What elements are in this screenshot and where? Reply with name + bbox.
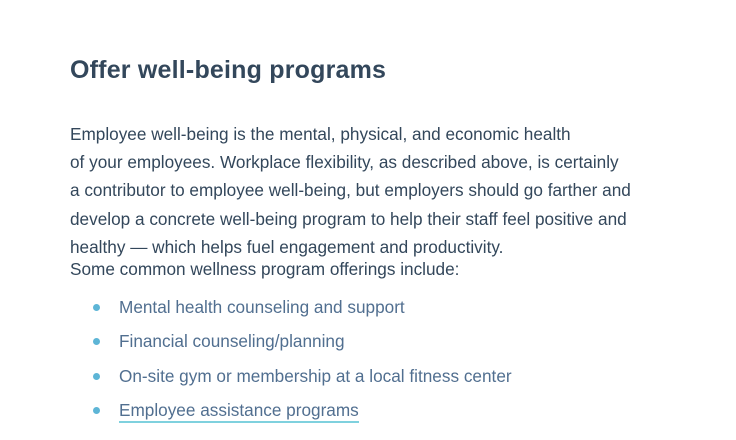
bullet-icon (93, 407, 100, 414)
section-paragraph (70, 120, 710, 261)
bullet-icon (93, 373, 100, 380)
list-item-text: Mental health counseling and support (119, 297, 405, 317)
list-item (70, 327, 512, 361)
list-item (70, 293, 512, 327)
paragraph-line: develop a concrete well-being program to help their staff feel positive and (70, 208, 627, 229)
list-item-text: On-site gym or membership at a local fitness center (119, 365, 512, 386)
section-heading: Offer well-being programs (70, 56, 387, 84)
list-intro: Some common wellness program offerings include: (70, 259, 460, 279)
paragraph-line: Employee well-being is the mental, physical, and economic health (70, 124, 571, 144)
list-item (70, 396, 512, 430)
list-item-text: Financial counseling/planning (119, 331, 345, 352)
bullet-icon (93, 338, 100, 345)
bullet-icon (93, 304, 100, 311)
paragraph-line: healthy — which helps fuel engagement and productivity. (70, 236, 504, 257)
employee-assistance-programs-link[interactable]: Employee assistance programs (119, 400, 359, 423)
paragraph-line: a contributor to employee well-being, but employers should go farther and (70, 180, 631, 201)
paragraph-line: of your employees. Workplace flexibility, as described above, is certainly (70, 152, 619, 173)
list-item (70, 362, 512, 396)
wellness-offerings-list (70, 293, 512, 430)
